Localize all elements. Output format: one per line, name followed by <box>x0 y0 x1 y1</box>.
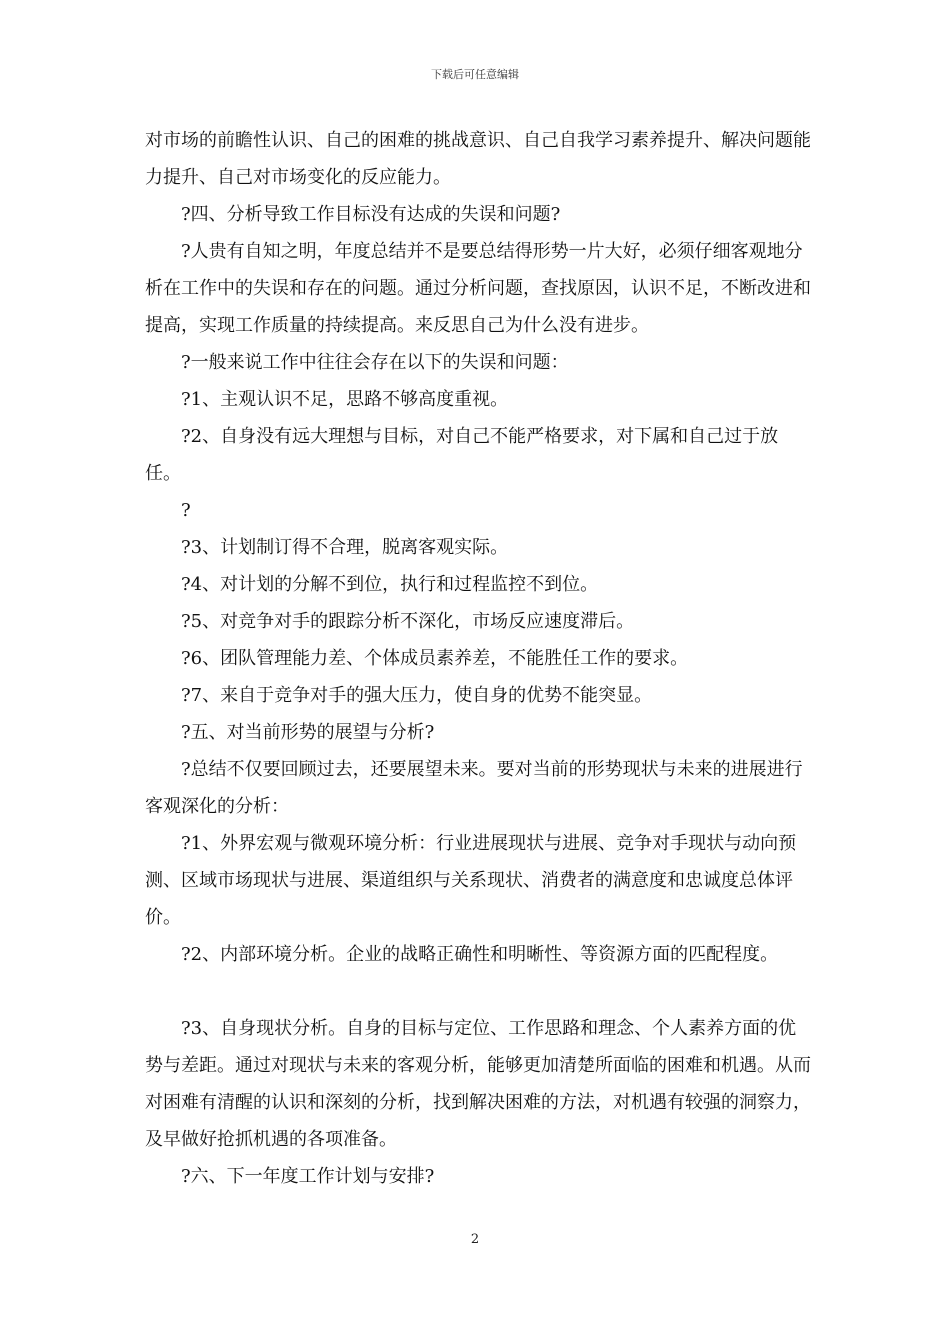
list-item: ?3、计划制订得不合理，脱离客观实际。 <box>181 537 509 558</box>
list-item: ?3、自身现状分析。自身的目标与定位、工作思路和理念、个人素养方面的优势与差距。通过对现状与未来的客观分析，能够更加清楚所面临的困难和机遇。从而对困难有清醒的认识和深刻的分析，找到解决困难的方法，对机遇有较强的洞察力，及早做好抢抓机遇的各项准备。 <box>145 1018 811 1150</box>
list-item: ?1、主观认识不足，思路不够高度重视。 <box>181 389 509 410</box>
page-number: 2 <box>470 1232 480 1247</box>
section-heading: ?六、下一年度工作计划与安排? <box>181 1166 435 1187</box>
list-item: ?4、对计划的分解不到位，执行和过程监控不到位。 <box>181 574 599 595</box>
section-heading: ?五、对当前形势的展望与分析? <box>181 722 435 743</box>
list-item: ?1、外界宏观与微观环境分析：行业进展现状与进展、竞争对手现状与动向预测、区域市场现状与进展、渠道组织与关系现状、消费者的满意度和忠诚度总体评价。 <box>145 833 797 928</box>
page-header: 下载后可任意编辑 <box>431 68 519 81</box>
list-item: ?5、对竞争对手的跟踪分析不深化，市场反应速度滞后。 <box>181 611 635 632</box>
paragraph: 对市场的前瞻性认识、自己的困难的挑战意识、自己自我学习素养提升、解决问题能力提升、自己对市场变化的反应能力。 <box>145 130 811 188</box>
list-item: ?2、内部环境分析。企业的战略正确性和明晰性、等资源方面的匹配程度。 <box>181 944 779 965</box>
section-heading: ?四、分析导致工作目标没有达成的失误和问题? <box>181 204 561 225</box>
list-item: ?6、团队管理能力差、个体成员素养差，不能胜任工作的要求。 <box>181 648 689 669</box>
paragraph: ? <box>181 500 191 521</box>
list-item: ?2、自身没有远大理想与目标，对自己不能严格要求，对下属和自己过于放任。 <box>145 426 779 484</box>
document-body <box>145 122 813 1195</box>
paragraph: ?总结不仅要回顾过去，还要展望未来。要对当前的形势现状与未来的进展进行客观深化的分析： <box>145 759 803 817</box>
paragraph: ?人贵有自知之明，年度总结并不是要总结得形势一片大好，必须仔细客观地分析在工作中的失误和存在的问题。通过分析问题，查找原因，认识不足，不断改进和提高，实现工作质量的持续提高。来反思自己为什么没有进步。 <box>145 241 811 336</box>
paragraph: ?一般来说工作中往往会存在以下的失误和问题： <box>181 352 569 373</box>
list-item: ?7、来自于竞争对手的强大压力，使自身的优势不能突显。 <box>181 685 653 706</box>
